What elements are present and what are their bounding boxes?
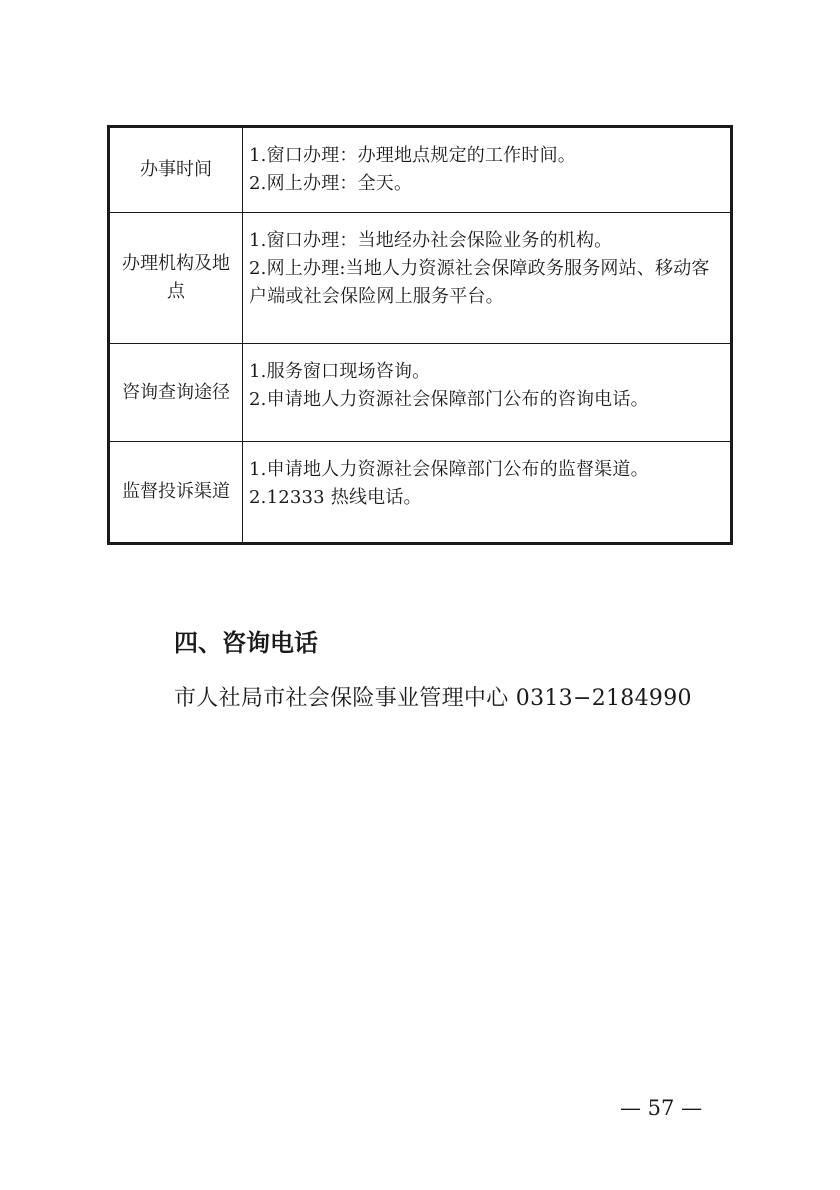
section-heading: 四、咨询电话 <box>174 629 318 657</box>
contact-phone-line: 市人社局市社会保险事业管理中心 0313−2184990 <box>174 686 692 711</box>
content-line: 2.网上办理:当地人力资源社会保障政务服务网站、移动客户端或社会保险网上服务平台。 <box>249 258 710 307</box>
page-number: — 57 — <box>620 1096 703 1120</box>
row-label: 办理机构及地点 <box>109 213 243 344</box>
row-label: 办事时间 <box>109 127 243 213</box>
row-label: 监督投诉渠道 <box>109 442 243 544</box>
row-content <box>243 344 732 442</box>
table-row <box>109 442 732 544</box>
content-line: 1.服务窗口现场咨询。 <box>249 361 431 382</box>
table-row <box>109 127 732 213</box>
table-row <box>109 344 732 442</box>
service-info-table <box>107 125 733 545</box>
content-line: 2.网上办理：全天。 <box>249 173 413 194</box>
content-line: 2.12333 热线电话。 <box>249 487 422 508</box>
row-content <box>243 213 732 344</box>
row-label: 咨询查询途径 <box>109 344 243 442</box>
content-line: 2.申请地人力资源社会保障部门公布的咨询电话。 <box>249 389 649 410</box>
table-row <box>109 213 732 344</box>
content-line: 1.申请地人力资源社会保障部门公布的监督渠道。 <box>249 459 649 480</box>
row-content <box>243 442 732 544</box>
row-content <box>243 127 732 213</box>
content-line: 1.窗口办理：当地经办社会保险业务的机构。 <box>249 230 613 251</box>
content-line: 1.窗口办理：办理地点规定的工作时间。 <box>249 145 576 166</box>
